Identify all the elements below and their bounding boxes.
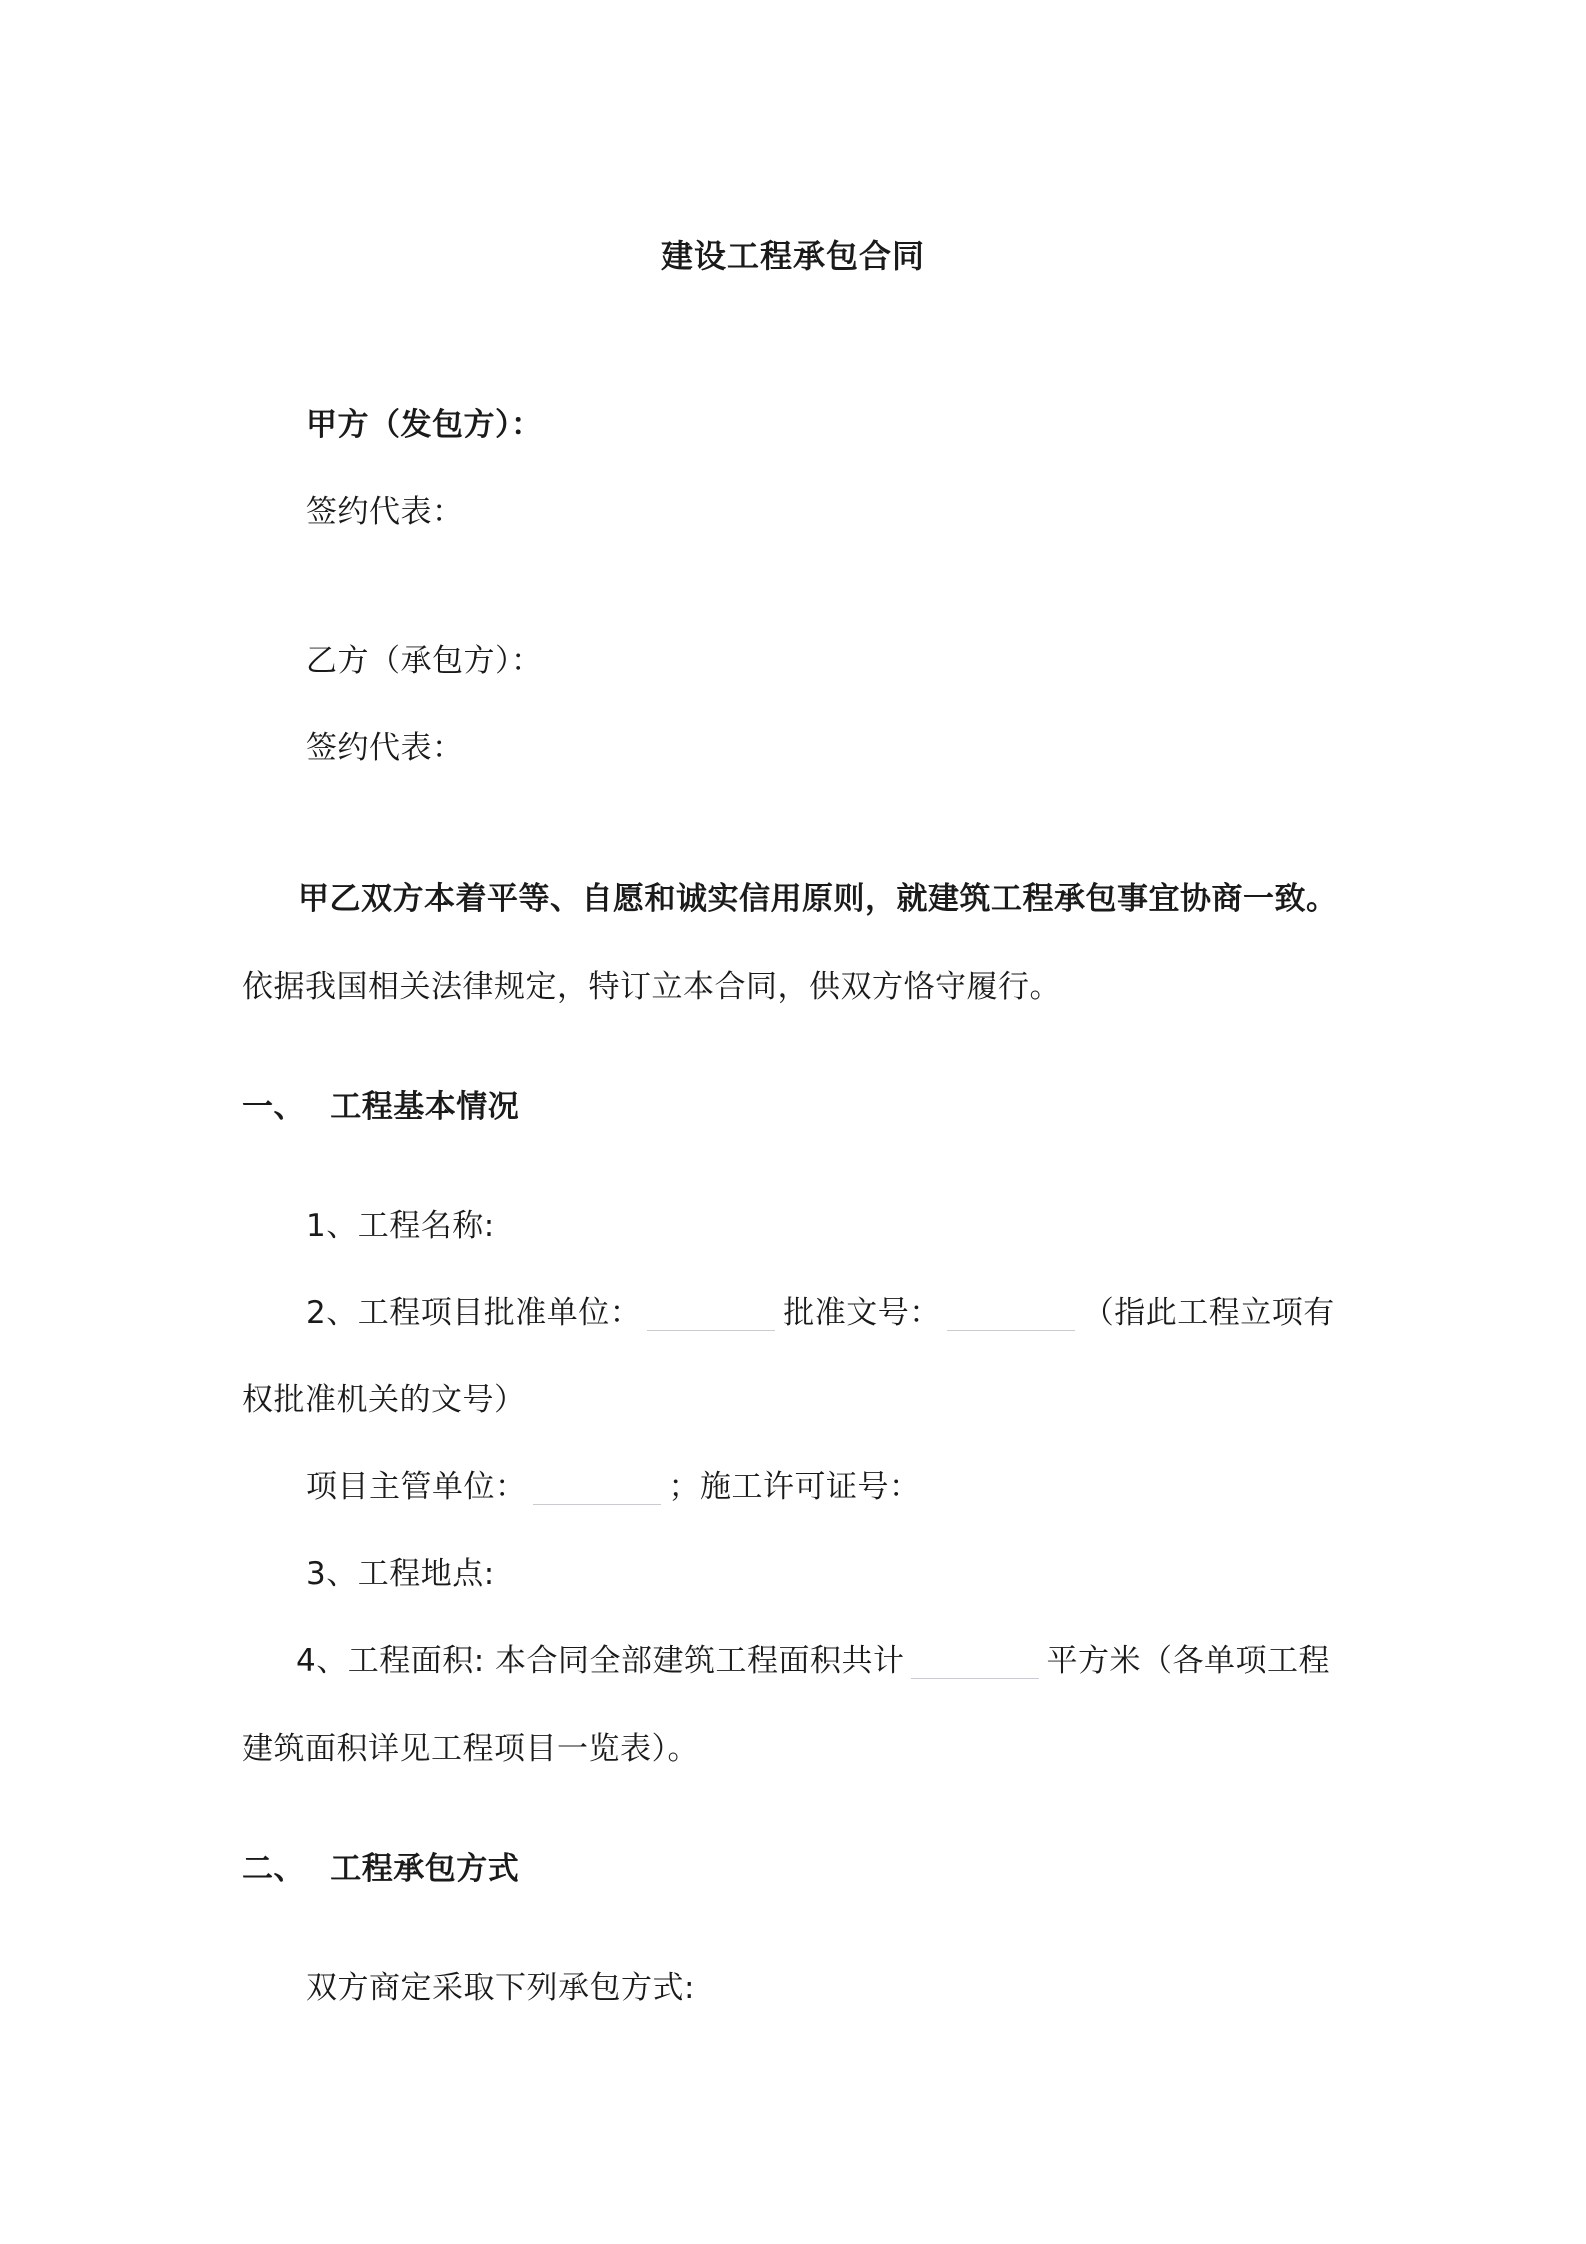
item-3-project-location: 3、工程地点: <box>306 1556 495 1592</box>
item-2-sub-row <box>306 1467 921 1507</box>
supervising-unit-blank[interactable] <box>533 1474 661 1505</box>
intro-paragraph-line-2: 依据我国相关法律规定，特订立本合同，供双方恪守履行。 <box>242 969 1061 1005</box>
item-1-project-name: 1、工程名称: <box>306 1208 495 1244</box>
party-a-label: 甲方（发包方）： <box>306 407 543 443</box>
party-a-representative-label: 签约代表： <box>306 494 464 530</box>
approval-unit-blank[interactable] <box>647 1300 775 1331</box>
supervising-unit-label: 项目主管单位： <box>306 1469 527 1505</box>
item-4-row <box>296 1641 1330 1681</box>
section-2-heading: 二、 工程承包方式 <box>242 1851 520 1887</box>
item-2-line-2: 权批准机关的文号） <box>242 1382 526 1418</box>
section-2-text: 双方商定采取下列承包方式: <box>306 1970 695 2006</box>
construction-permit-label: ；施工许可证号： <box>668 1469 921 1505</box>
intro-paragraph-line-1: 甲乙双方本着平等、自愿和诚实信用原则，就建筑工程承包事宜协商一致。 <box>298 881 1338 917</box>
area-blank[interactable] <box>911 1648 1039 1679</box>
item-2-row <box>306 1293 1335 1333</box>
section-1-heading: 一、 工程基本情况 <box>242 1089 520 1125</box>
party-b-representative-label: 签约代表： <box>306 730 464 766</box>
item-2-approval-unit-label: 2、工程项目批准单位： <box>306 1295 642 1331</box>
item-4-area-unit-label: 平方米（各单项工程 <box>1046 1643 1331 1679</box>
item-2-approval-number-label: 批准文号： <box>783 1295 941 1331</box>
approval-number-blank[interactable] <box>947 1300 1075 1331</box>
item-2-note-label: （指此工程立项有 <box>1082 1295 1335 1331</box>
document-title: 建设工程承包合同 <box>660 237 925 275</box>
party-b-label: 乙方（承包方）： <box>306 643 543 679</box>
item-4-line-2: 建筑面积详见工程项目一览表）。 <box>242 1731 699 1767</box>
item-4-area-label: 4、工程面积: 本合同全部建筑工程面积共计 <box>296 1643 905 1679</box>
